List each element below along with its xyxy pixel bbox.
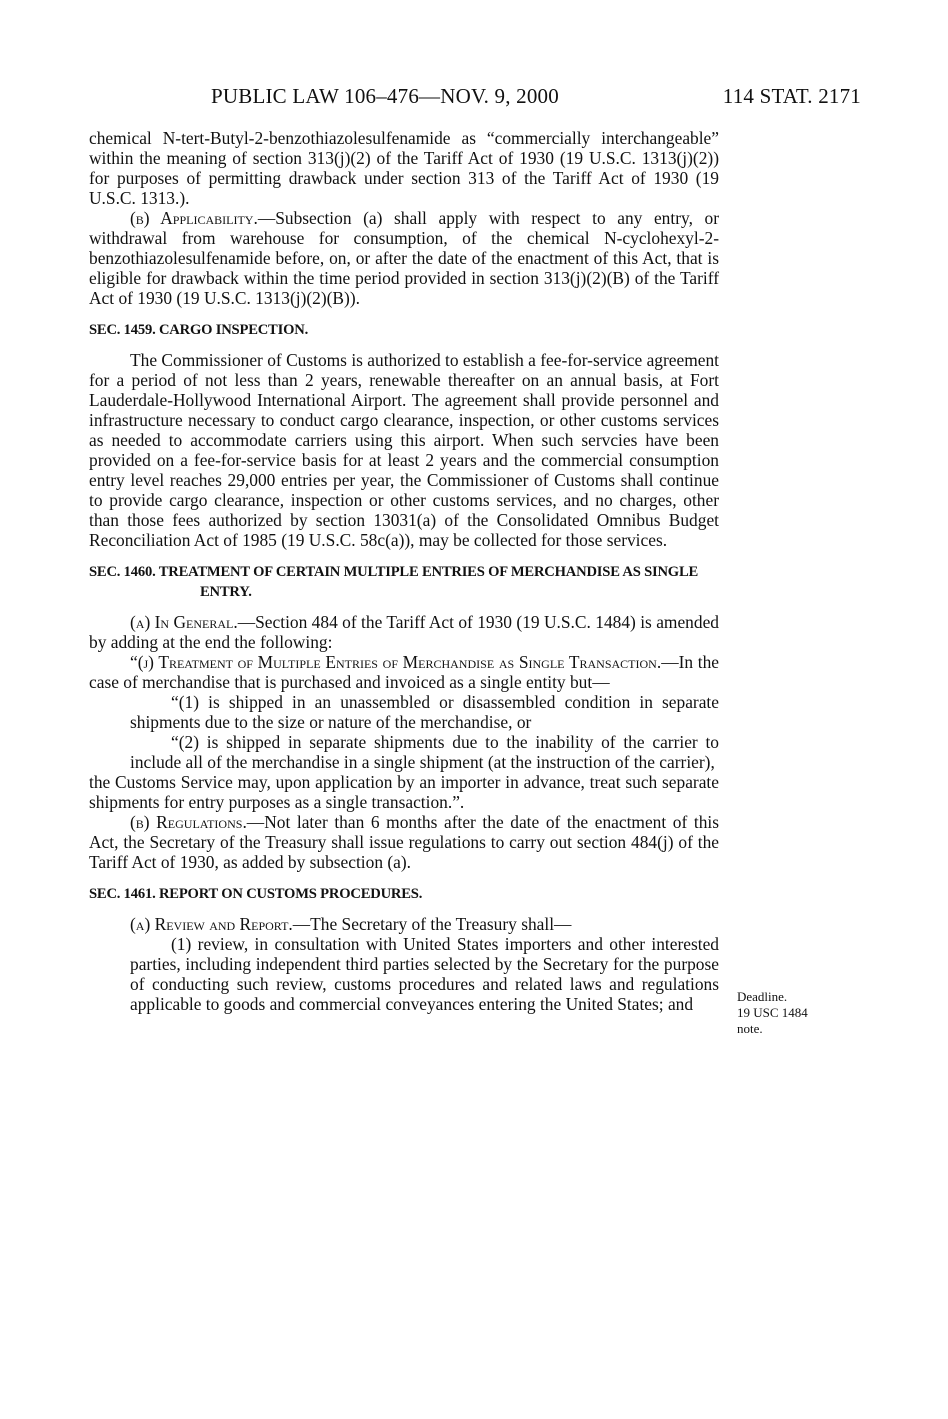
section-heading-1461: SEC. 1461. REPORT ON CUSTOMS PROCEDURES. (89, 886, 423, 902)
document-body (89, 128, 719, 1014)
subsection-heading: (b) Regulations. (130, 812, 247, 832)
page-header (88, 84, 861, 110)
subsection-heading: “(j) Treatment of Multiple Entries of Merchandise as Single Transaction. (130, 652, 662, 672)
running-head-title: PUBLIC LAW 106–476—NOV. 9, 2000 (211, 84, 559, 108)
subsection-heading: (a) Review and Report. (130, 914, 293, 934)
paragraph-treatment (89, 652, 719, 692)
subsection-heading: (a) In General. (130, 612, 238, 632)
paragraph-applicability (89, 208, 719, 308)
paragraph-in-general (89, 612, 719, 652)
margin-note-line: Deadline. (737, 989, 788, 1004)
paragraph-text: —Subsection (a) shall apply with respect to any entry, or withdrawal from warehouse for consumption, of the chemical N-cyclohexyl-2-benzothiazolesulfenamide before, on, or after the date of the enactment of this Act, that is eligible for drawback within the time period provided in section 313(j)(2)(B) of the Tariff Act of 1930 (19 U.S.C. 1313(j)(2)(B)). (89, 208, 720, 308)
subsection-heading: (b) Applicability. (130, 208, 258, 228)
margin-note (737, 989, 847, 1037)
paragraph-text: —Not later than 6 months after the date of the enactment of this Act, the Secretary of the Treasury shall issue regulations to carry out section 484(j) of the Tariff Act of 1930, as added by subsection (a). (89, 812, 719, 872)
paragraph-text: —In the case of merchandise that is purchased and invoiced as a single entity but— (89, 652, 719, 692)
paragraph-item-2: “(2) is shipped in separate shipments due to the inability of the carrier to include all of the merchandise in a single shipment (at the instruction of the carrier), (130, 732, 719, 772)
paragraph-regulations (89, 812, 719, 872)
paragraph-text: —Section 484 of the Tariff Act of 1930 (19 U.S.C. 1484) is amended by adding at the end the following: (89, 612, 719, 652)
section-heading-1460: SEC. 1460. TREATMENT OF CERTAIN MULTIPLE ENTRIES OF MERCHANDISE AS SINGLE ENTRY. (89, 564, 699, 600)
margin-note-line: 19 USC 1484 (737, 1005, 808, 1020)
paragraph-item-1: “(1) is shipped in an unassembled or disassembled condition in separate shipments due to the size or nature of the merchandise, or (130, 692, 719, 732)
section-heading-1459: SEC. 1459. CARGO INSPECTION. (89, 322, 309, 338)
paragraph-customs-service: the Customs Service may, upon application by an importer in advance, treat such separate shipments for entry purposes as a single transaction.”. (89, 772, 719, 812)
paragraph-review-report (89, 914, 719, 934)
paragraph-text: —The Secretary of the Treasury shall— (292, 914, 572, 934)
statute-page-number: 114 STAT. 2171 (722, 84, 861, 108)
paragraph-review-item-1: (1) review, in consultation with United States importers and other interested parties, including independent third parties selected by the Secretary for the purpose of conducting such review, customs procedures and related laws and regulations applicable to goods and commercial conveyances entering the United States; and (130, 934, 719, 1014)
margin-note-line: note. (737, 1021, 763, 1036)
paragraph-continued: chemical N-tert-Butyl-2-benzothiazolesulfenamide as “commercially interchangeable” within the meaning of section 313(j)(2) of the Tariff Act of 1930 (19 U.S.C. 1313(j)(2)) for purposes of permitting drawback under section 313 of the Tariff Act of 1930 (19 U.S.C. 1313.). (89, 128, 719, 208)
paragraph-cargo-inspection: The Commissioner of Customs is authorized to establish a fee-for-service agreement for a period of not less than 2 years, renewable thereafter on an annual basis, at Fort Lauderdale-Hollywood International Airport. The agreement shall provide personnel and infrastructure necessary to conduct cargo clearance, inspection, or other customs services as needed to accommodate carriers using this airport. When such servcies have been provided on a fee-for-service basis for at least 2 years and the commercial consumption entry level reaches 29,000 entries per year, the Commissioner of Customs shall continue to provide cargo clearance, inspection or other customs services, and no charges, other than those fees authorized by section 13031(a) of the Consolidated Omnibus Budget Reconciliation Act of 1985 (19 U.S.C. 58c(a)), may be collected for those services. (89, 350, 719, 550)
